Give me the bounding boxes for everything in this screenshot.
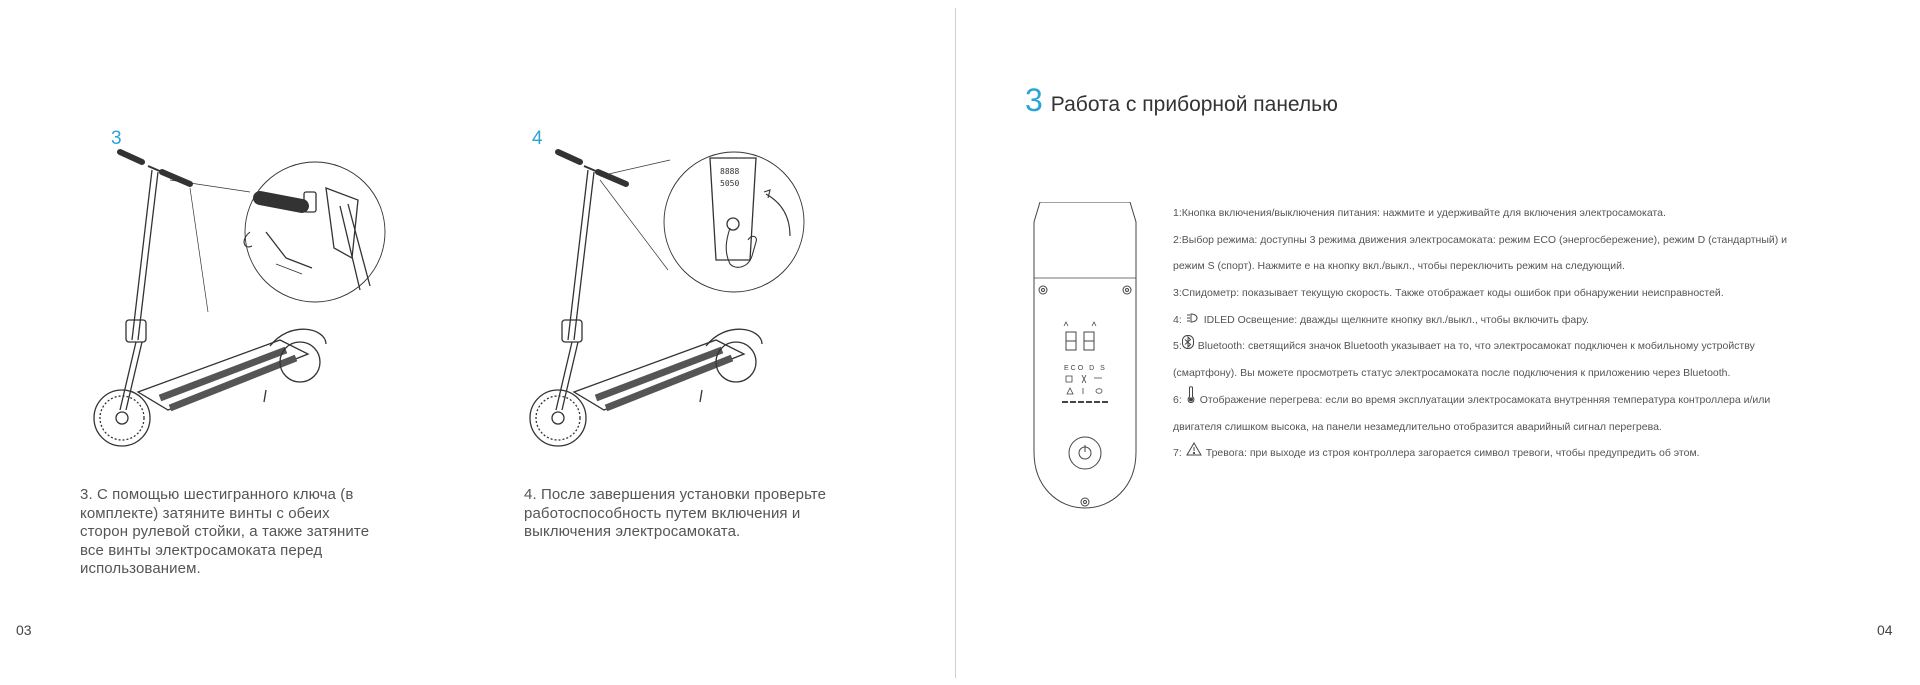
list-item: 4: IDLED Освещение: дважды щелкните кнопку вкл./выкл., чтобы включить фару. [1173,307,1873,334]
scooter-illustration-step-4 [520,140,820,460]
step-4-description: 4. После завершения установки проверьте работоспособность путем включения и выключения электросамоката. [524,486,827,541]
bluetooth-icon [1182,333,1194,360]
page-number-right: 04 [1877,622,1893,638]
list-item: 7: Тревога: при выходе из строя контроллера загорается символ тревоги, чтобы предупредить об этом. [1173,440,1873,467]
svg-text:8888: 8888 [720,167,740,176]
list-item: 6: Отображение перегрева: если во время эксплуатации электросамоката внутренняя температура контроллера и/или [1173,387,1873,414]
list-item: 3: Спидометр: показывает текущую скорость. Также отображает коды ошибок при обнаружении неисправностей. [1173,287,1724,300]
dashboard-illustration [1030,202,1140,512]
list-item: 2: Выбор режима: доступны 3 режима движения электросамоката: режим ECO (энергосбережение), режим D (стандартный) и [1173,233,1788,246]
step-4-number: 4 [532,128,543,149]
list-item: двигателя слишком высока, на панели незамедлительно отобразится аварийный сигнал перегрева. [1173,420,1662,433]
section-number: 3 [1025,82,1043,118]
page-number-left: 03 [16,622,32,638]
list-item: режим S (спорт). Нажмите е на кнопку вкл./выкл., чтобы переключить режим на следующий. [1173,260,1625,273]
display-mode-labels: ECO D S [1064,365,1107,372]
list-item: 1: Кнопка включения/выключения питания: нажмите и удерживайте для включения электросамоката. [1173,207,1666,219]
section-title: Работа с приборной панелью [1050,93,1338,116]
warning-icon [1186,440,1202,467]
svg-text:5050: 5050 [720,179,740,188]
list-item: 5: Bluetooth: светящийся значок Bluetooth указывает на то, что электросамокат подключен к мобильному устройству [1173,333,1873,360]
step-3-number: 3 [111,128,122,149]
headlight-icon [1186,307,1200,334]
list-item: (смартфону). Вы можете просмотреть статус электросамоката после подключения к приложению через Bluetooth. [1173,367,1731,380]
scooter-illustration-step-3 [90,140,390,460]
section-heading [1025,82,1338,119]
thermometer-icon [1186,386,1196,415]
step-3-description: 3. С помощью шестигранного ключа (в комплекте) затяните винты с обеих сторон рулевой стойки, а также затяните все винты электросамоката перед использованием. [80,486,370,578]
dashboard-description-list [1173,200,1873,467]
